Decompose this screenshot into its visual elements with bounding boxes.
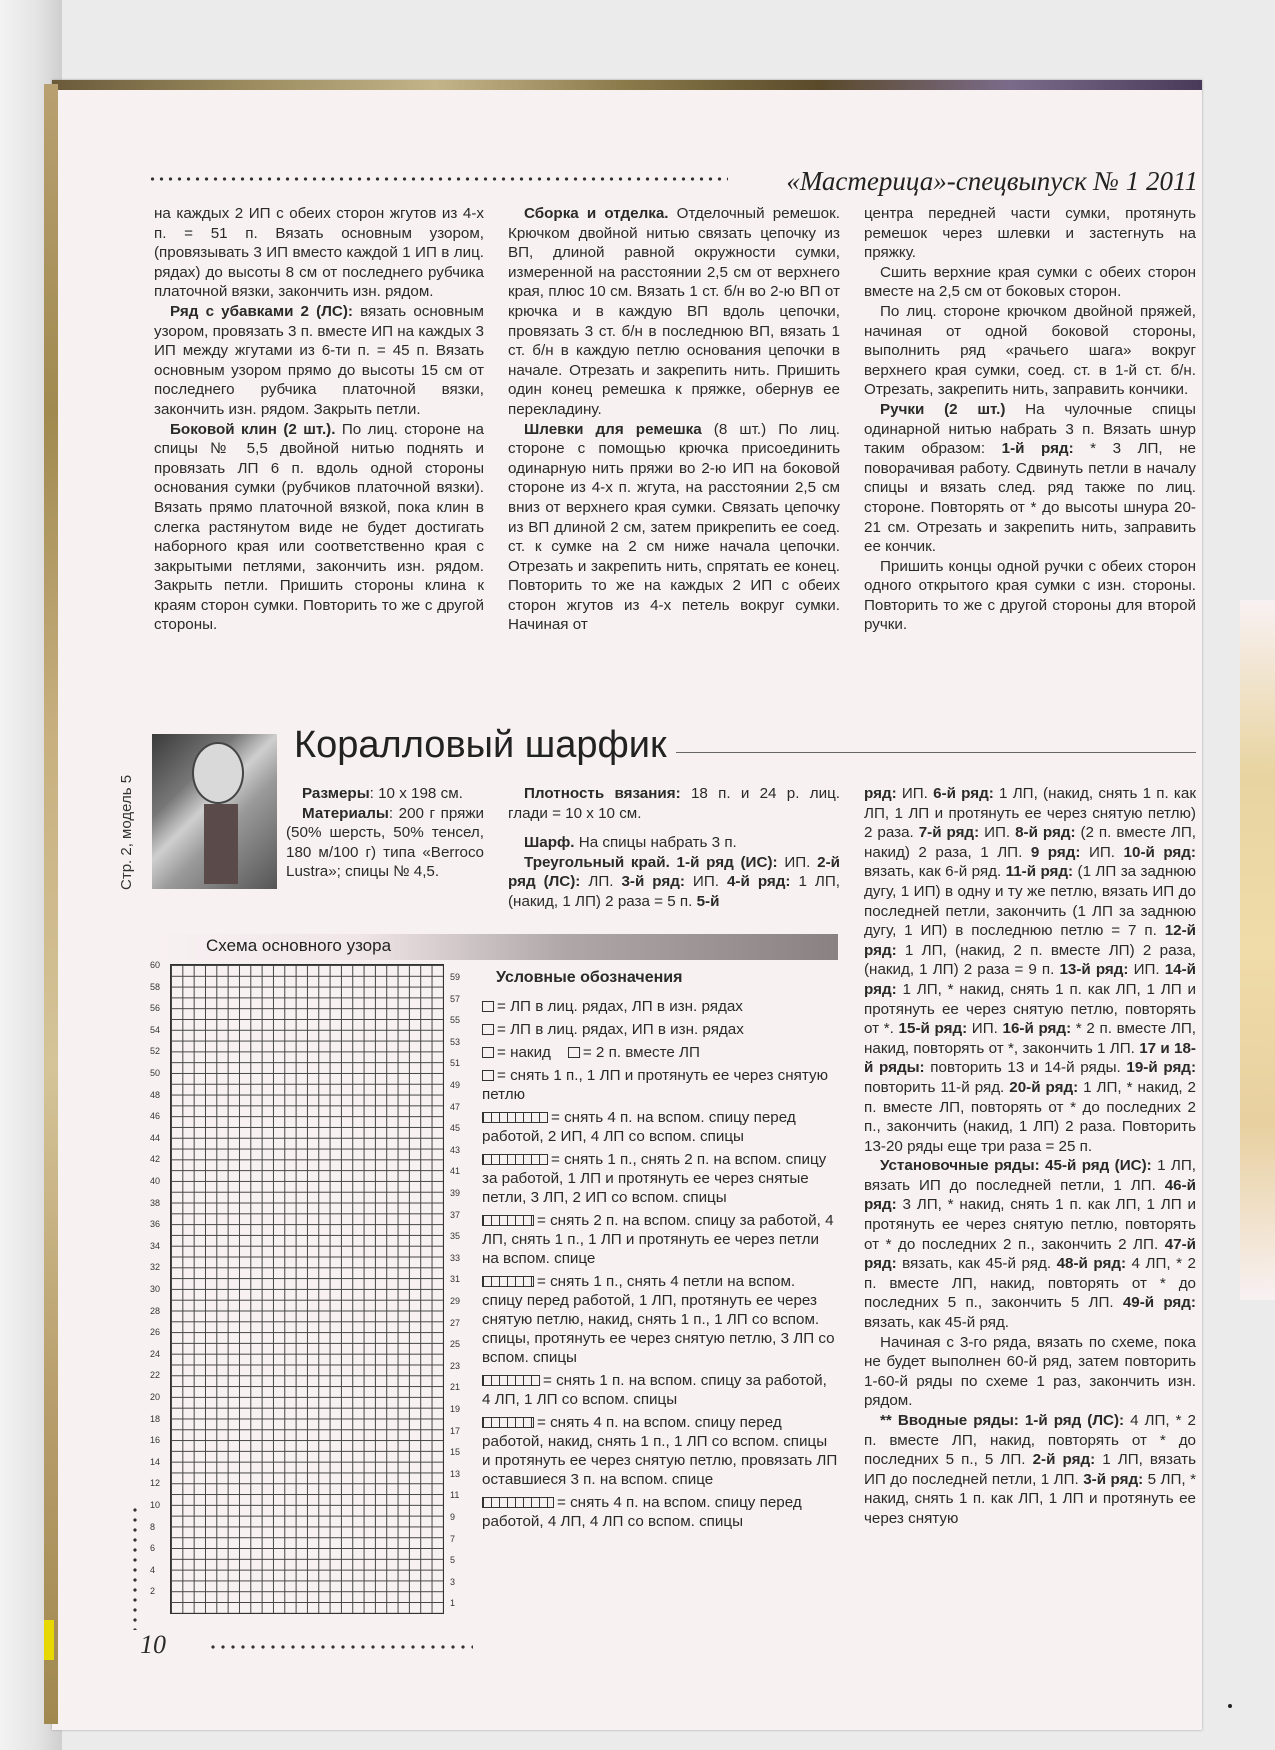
- row-number-left: 22: [150, 1370, 161, 1381]
- row-number-right: 13: [450, 1468, 461, 1479]
- legend-item: = снять 2 п. на вспом. спицу за работой, 4 ЛП, снять 1 п., 1 ЛП и протянуть ее через петли на вспом. спице: [482, 1212, 834, 1267]
- row-number-left: 34: [150, 1240, 161, 1251]
- paragraph: Боковой клин (2 шт.). По лиц. стороне на спицы № 5,5 двойной нитью поднять и провязать ЛП 6 п. вдоль одной стороны основания сумки (рубчиков платочной вязки). Вязать прямо платочной вязкой, пока клин в слегка растянутом виде не будет достигать наборного края или соответственно края с закрытыми петлями, закончить изн. рядом. Закрыть петли. Пришить стороны клина к краям сторон сумки. Повторить то же с другой стороны.: [154, 420, 484, 634]
- row-number-right: 29: [450, 1296, 461, 1306]
- row-number-left: 16: [150, 1435, 161, 1446]
- row-number-left: 12: [150, 1478, 161, 1489]
- paragraph: По лиц. стороне крючком двойной пряжей, начиная от одной боковой стороны, выполнить ряд «рачьего шага» вокруг верхнего края сумки, соед. ст. в 1-й ст. б/н. Отрезать, закрепить нить, заправить кончики.: [864, 302, 1196, 399]
- row-number-left: 42: [150, 1154, 161, 1165]
- row-number-left: 32: [150, 1262, 161, 1273]
- scarf-start-text: Шарф. На спицы набрать 3 п.: [524, 834, 737, 852]
- page-header: [148, 166, 1198, 196]
- paragraph: центра передней части сумки, протянуть ремешок через шлевки и застегнуть на пряжку.: [864, 205, 1196, 262]
- row-number-left: 4: [150, 1564, 156, 1575]
- legend-item: = снять 4 п. на вспом. спицу перед работой, накид, снять 1 п., 1 ЛП со вспом. спицы и протянуть ее через снятую петлю, провязать ЛП оставшиеся 3 п. на вспом. спице: [482, 1414, 838, 1488]
- legend-item: = накид = 2 п. вместе ЛП: [482, 1043, 838, 1062]
- top-column-2: [508, 204, 840, 635]
- row-number-right: 33: [450, 1252, 461, 1263]
- legend-item: = ЛП в лиц. рядах, ЛП в изн. рядах: [482, 997, 838, 1016]
- sizes-text: Размеры: 10 х 198 см.: [302, 785, 463, 802]
- row-number-right: 19: [450, 1404, 461, 1414]
- yarn-over-icon: [482, 1047, 494, 1058]
- row-number-left: 60: [150, 960, 161, 970]
- k2tog-icon: [568, 1047, 580, 1058]
- paragraph: Ручки (2 шт.) На чулочные спицы одинарной нитью набрать 3 п. Вязать шнур таким образом: 1-й ряд: * 3 ЛП, не поворачивая работу. Сдвинуть петли в началу спицы и вязать след. ряд также по лиц. стороне. Повторять от * до высоты шнура 20-21 см. Отрезать и закрепить нить, заправить ее кончик.: [864, 400, 1197, 556]
- row-number-left: 50: [150, 1068, 161, 1078]
- header-dots: [148, 176, 728, 182]
- row-number-right: 23: [450, 1360, 461, 1371]
- legend-item: = снять 1 п., 1 ЛП и протянуть ее через снятую петлю: [482, 1067, 828, 1103]
- row-number-right: 17: [450, 1425, 461, 1436]
- row-number-left: 44: [150, 1132, 161, 1143]
- density-text: Плотность вязания: 18 п. и 24 р. лиц. глади = 10 х 10 см.: [508, 785, 840, 822]
- scarf-shape: [204, 804, 238, 884]
- scan-dot: [1228, 1704, 1232, 1708]
- row-number-right: 9: [450, 1512, 456, 1522]
- row-number-left: 10: [150, 1500, 161, 1510]
- density-block: [508, 784, 840, 912]
- cable-symbol-icon: [482, 1154, 548, 1165]
- row-number-left: 6: [150, 1543, 156, 1554]
- row-number-right: 15: [450, 1447, 461, 1458]
- row-number-left: 26: [150, 1327, 161, 1338]
- page-number: 10: [140, 1630, 166, 1659]
- paragraph: Установочные ряды: 45-й ряд (ИС): 1 ЛП, вязать ИП до последней петли, 1 ЛП. 46-й ряд: 3 ЛП, * накид, снять 1 п. как ЛП, 1 ЛП и протянуть ее через снятую петлю, повторять от * до последних 2 п., закончить 2 ЛП. 47-й ряд: вязать, как 45-й ряд. 48-й ряд: 4 ЛП, * 2 п. вместе ЛП, накид, повторять от * до последних 5 п., закончить 5 ЛП. 49-й ряд: вязать, как 45-й ряд.: [864, 1157, 1196, 1332]
- cable-symbol-icon: [482, 1215, 534, 1226]
- footer-dots: [208, 1644, 473, 1650]
- pattern-grid: [170, 964, 444, 1614]
- cable-symbol-icon: [482, 1417, 534, 1428]
- cable-symbol-icon: [482, 1497, 554, 1508]
- row-number-right: 27: [450, 1317, 461, 1328]
- schema-title-bar: [152, 934, 838, 960]
- row-number-right: 25: [450, 1339, 461, 1350]
- row-number-right: 49: [450, 1080, 461, 1090]
- row-number-left: 8: [150, 1521, 156, 1532]
- yellow-tab: [44, 1620, 54, 1660]
- row-number-left: 18: [150, 1413, 161, 1424]
- row-number-left: 28: [150, 1305, 161, 1316]
- row-number-right: 1: [450, 1598, 456, 1609]
- row-number-left: 2: [150, 1586, 156, 1597]
- row-number-right: 21: [450, 1382, 461, 1393]
- paragraph: Сшить верхние края сумки с обеих сторон вместе на 2,5 см от боковых сторон.: [864, 263, 1196, 301]
- cable-symbol-icon: [482, 1375, 540, 1386]
- scarf-photo: [152, 734, 277, 889]
- row-number-right: 59: [450, 972, 461, 982]
- row-number-right: 51: [450, 1058, 461, 1069]
- sizes-block: [286, 784, 484, 882]
- row-number-right: 55: [450, 1015, 461, 1026]
- row-number-right: 37: [450, 1209, 461, 1220]
- row-number-left: 14: [150, 1456, 161, 1467]
- knit-symbol-icon: [482, 1001, 494, 1012]
- right-photo-edge: [1240, 600, 1275, 1300]
- legend-title: Условные обозначения: [496, 969, 683, 986]
- model-head: [192, 742, 244, 804]
- row-number-right: 39: [450, 1188, 461, 1198]
- purl-symbol-icon: [482, 1024, 494, 1035]
- legend-item: = снять 1 п., снять 2 п. на вспом. спицу за работой, 1 ЛП и протянуть ее через снятые петли, 3 ЛП, 2 ИП со вспом. спицы: [482, 1151, 827, 1206]
- left-photo-strip: [44, 84, 58, 1724]
- row-number-right: 7: [450, 1533, 456, 1544]
- row-number-right: 41: [450, 1166, 461, 1177]
- cable-symbol-icon: [482, 1112, 548, 1123]
- legend: [482, 968, 838, 1535]
- row-number-right: 45: [450, 1123, 461, 1134]
- ssk-icon: [482, 1070, 494, 1081]
- row-number-left: 46: [150, 1111, 161, 1122]
- row-number-left: 54: [150, 1024, 161, 1035]
- row-number-left: 36: [150, 1219, 161, 1230]
- legend-item: = снять 4 п. на вспом. спицу перед работой, 4 ЛП, 4 ЛП со вспом. спицы: [482, 1494, 802, 1530]
- paragraph: Ряд с убавками 2 (ЛС): вязать основным узором, провязать 3 п. вместе ИП на каждых 3 ИП между жгутами из 6-ти п. = 45 п. Вязать основным узором прямо до высоты 15 см от последнего рубчика платочной вязки, закончить изн. рядом. Закрыть петли.: [154, 302, 484, 418]
- legend-item: = ЛП в лиц. рядах, ИП в изн. рядах: [482, 1020, 838, 1039]
- paragraph: ряд: ИП. 6-й ряд: 1 ЛП, (накид, снять 1 п. как ЛП, 1 ЛП и протянуть ее через снятую петлю) 2 раза. 7-й ряд: ИП. 8-й ряд: (2 п. вместе ЛП, накид) 2 раза, 1 ЛП. 9 ряд: ИП. 10-й ряд: вязать, как 6-й ряд. 11-й ряд: (1 ЛП за заднюю дугу, 1 ИП) в одну и ту же петлю, вязать ИП до последней петли, закончить (1 ЛП за заднюю дугу, 1 ИП) в последнюю петлю = 7 п. 12-й ряд: 1 ЛП, (накид, 2 п. вместе ЛП) 2 раза, (накид, 1 ЛП) 2 раза = 9 п. 13-й ряд: ИП. 14-й ряд: 1 ЛП, * накид, снять 1 п. как ЛП, 1 ЛП и протянуть ее через снятую петлю, повторять от *. 15-й ряд: ИП. 16-й ряд: * 2 п. вместе ЛП, накид, повторять от *, закончить 1 ЛП. 17 и 18-й ряды: повторить 13 и 14-й ряды. 19-й ряд: повторить 11-й ряд. 20-й ряд: 1 ЛП, * накид, 2 п. вместе ЛП, повторять от * до последних 2 п., закончить (накид, 1 ЛП) 2 раза. Повторить 13-20 ряды еще три раза = 25 п.: [864, 785, 1197, 1155]
- row-number-left: 20: [150, 1392, 161, 1402]
- paragraph: Начиная с 3-го ряда, вязать по схеме, пока не будет выполнен 60-й ряд, затем повторить 1-60-й ряды по схеме 1 раз, закончить изн. рядом.: [864, 1333, 1196, 1410]
- row-number-right: 53: [450, 1036, 461, 1047]
- row-number-right: 5: [450, 1555, 456, 1566]
- schema-title: Схема основного узора: [206, 936, 392, 955]
- row-number-left: 38: [150, 1197, 161, 1208]
- section-rule: [676, 752, 1196, 753]
- page-reference-label: Стр. 2, модель 5: [118, 774, 135, 890]
- row-number-right: 57: [450, 993, 461, 1004]
- row-number-left: 48: [150, 1089, 161, 1100]
- legend-item: = снять 1 п. на вспом. спицу за работой, 4 ЛП, 1 ЛП со вспом. спицы: [482, 1372, 827, 1408]
- legend-item: = снять 1 п., снять 4 петли на вспом. спицу перед работой, 1 ЛП, протянуть ее через снятую петлю, накид, снять 1 п., 1 ЛП со вспом. спицы, протянуть ее через снятую петлю, 3 ЛП со вспом. спицы: [482, 1273, 835, 1366]
- row-number-right: 43: [450, 1144, 461, 1155]
- row-number-right: 3: [450, 1576, 456, 1587]
- paragraph: Шлевки для ремешка (8 шт.) По лиц. стороне с помощью крючка присоединить одинарную нить пряжи во 2-ю ИП на боковой стороне из 4-х п. жгута, на расстоянии 2,5 см вниз от верхнего края сумки. Связать цепочку из ВП длиной 2 см, затем прикрепить ее соед. ст. к сумке на 2 см ниже начала цепочки. Отрезать и закрепить нить, спрятать ее конец. Повторить то же на каждых 2 ИП с обеих сторон жгутов из 4-х петель вокруг сумки. Начиная от: [508, 420, 840, 634]
- paragraph: ** Вводные ряды: 1-й ряд (ЛС): 4 ЛП, * 2 п. вместе ЛП, накид, повторять от * до последних 5 п., 5 ЛП. 2-й ряд: 1 ЛП, вязать ИП до последней петли, 1 ЛП. 3-й ряд: 5 ЛП, * накид, снять 1 п. как ЛП, 1 ЛП и протянуть ее через снятую: [864, 1412, 1196, 1527]
- triangle-edge-text: Треугольный край. 1-й ряд (ИС): ИП. 2-й ряд (ЛС): ЛП. 3-й ряд: ИП. 4-й ряд: 1 ЛП, (накид, 1 ЛП) 2 раза = 5 п. 5-й: [508, 853, 840, 910]
- row-number-right: 11: [450, 1490, 460, 1501]
- paragraph: Сборка и отделка. Отделочный ремешок. Крючком двойной нитью связать цепочку из ВП, длиной равной окружности сумки, измеренной на расстоянии 2,5 см от верхнего края, плюс 10 см. Вязать 1 ст. б/н во 2-ю ВП от крючка и в каждую ВП вдоль цепочки, провязать 3 ст. б/н в последнюю ВП, вязать 1 ст. б/н в каждую петлю основания цепочки в начале. Отрезать и закрепить нить. Пришить один конец ремешка к пряжке, обернув ее перекладину.: [508, 205, 840, 418]
- cable-symbol-icon: [482, 1276, 534, 1287]
- top-column-1: [154, 204, 484, 635]
- paragraph: Пришить концы одной ручки с обеих сторон одного открытого края сумки с изн. стороны. Повторить то же с другой стороны для второй ручки.: [864, 557, 1196, 634]
- row-number-right: 47: [450, 1101, 461, 1112]
- row-number-left: 30: [150, 1284, 161, 1294]
- row-number-left: 58: [150, 981, 161, 992]
- side-dots: [132, 1505, 138, 1630]
- pattern-chart: [150, 960, 470, 1620]
- row-number-right: 31: [450, 1274, 461, 1285]
- top-photo-strip: [52, 80, 1202, 90]
- paragraph: на каждых 2 ИП с обеих сторон жгутов из 4-х п. = 51 п. Вязать основным узором, (провязывать 3 ИП вместо каждой 1 ИП в лиц. рядах) до высоты 8 см от последнего рубчика платочной вязки, закончить изн. рядом.: [154, 205, 484, 301]
- row-number-left: 52: [150, 1046, 161, 1057]
- row-number-left: 24: [150, 1348, 161, 1359]
- magazine-title: «Мастерица»-спецвыпуск № 1 2011: [786, 166, 1198, 196]
- materials-text: Материалы: 200 г пряжи (50% шерсть, 50% тенсел, 180 м/100 г) типа «Berroco Lustra»; спицы № 4,5.: [286, 804, 484, 881]
- row-number-left: 40: [150, 1176, 161, 1186]
- row-number-left: 56: [150, 1003, 161, 1014]
- row-number-right: 35: [450, 1231, 461, 1242]
- top-column-3: [864, 204, 1196, 635]
- legend-item: = снять 4 п. на вспом. спицу перед работой, 2 ИП, 4 ЛП со вспом. спицы: [482, 1109, 796, 1145]
- instructions-column: [864, 784, 1196, 1529]
- section-title: Коралловый шарфик: [294, 724, 667, 766]
